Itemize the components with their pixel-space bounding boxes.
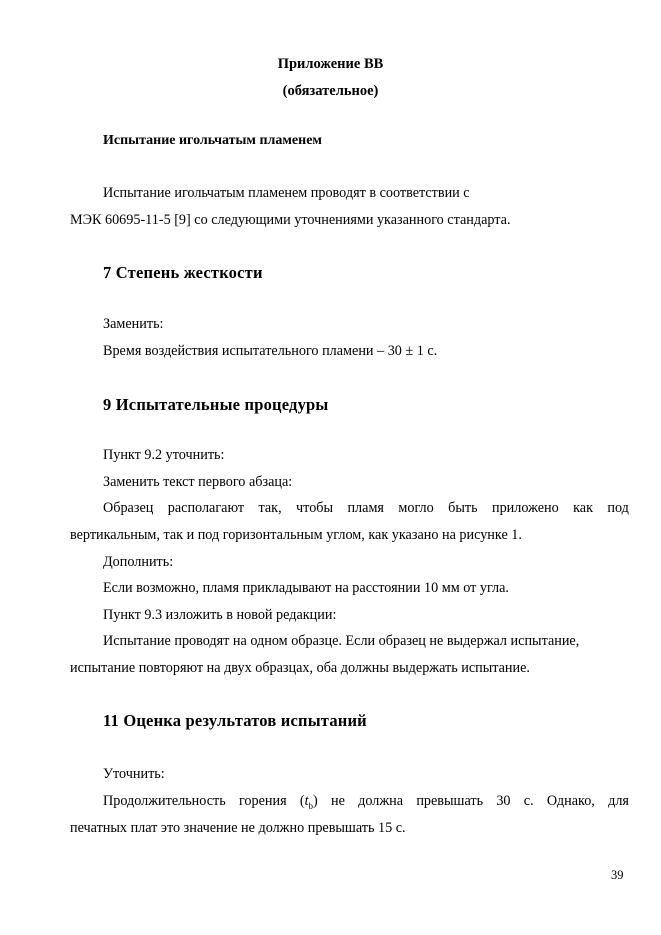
section-11-paragraph-2-line-1	[103, 793, 629, 810]
word: Однако,	[546, 793, 595, 809]
word: быть	[448, 500, 478, 516]
section-9-heading: 9 Испытательные процедуры	[103, 395, 329, 414]
section-11-paragraph-1: Уточнить:	[103, 766, 165, 782]
paren-close: )	[313, 793, 318, 809]
section-9-paragraph-1: Пункт 9.2 уточнить:	[103, 447, 225, 463]
section-7-paragraph-1: Заменить:	[103, 316, 164, 332]
section-9-paragraph-2: Заменить текст первого абзаца:	[103, 474, 293, 490]
section-9-paragraph-7-line-2: испытание повторяют на двух образцах, оба должны выдержать испытание.	[70, 660, 530, 676]
word: располагают	[167, 500, 245, 516]
word: могло	[398, 500, 434, 516]
word: 30	[496, 793, 511, 809]
section-9-paragraph-3-line-2: вертикальным, так и под горизонтальным углом, как указано на рисунке 1.	[70, 527, 522, 543]
word: горения	[238, 793, 287, 809]
subscript-b: b	[308, 800, 314, 811]
section-9-paragraph-5: Если возможно, пламя прикладывают на расстоянии 10 мм от угла.	[103, 580, 509, 596]
paren-open: (	[299, 793, 305, 809]
word: под	[607, 500, 629, 516]
section-11-paragraph-2-line-2: печатных плат это значение не должно превышать 15 с.	[70, 820, 406, 836]
word: превышать	[416, 793, 484, 809]
section-9-paragraph-4: Дополнить:	[103, 554, 174, 570]
word: приложено	[491, 500, 559, 516]
section-9-paragraph-7-line-1: Испытание проводят на одном образце. Если образец не выдержал испытание,	[103, 633, 580, 649]
variable-t: t	[304, 793, 309, 809]
word: Образец	[103, 500, 154, 516]
word: чтобы	[296, 500, 334, 516]
burning-time-symbol	[300, 793, 318, 810]
word: должна	[358, 793, 404, 809]
section-9-paragraph-3-line-1	[103, 500, 629, 517]
section-7-paragraph-2: Время воздействия испытательного пламени – 30 ± 1 с.	[103, 343, 438, 359]
page-number: 39	[611, 868, 624, 882]
word: для	[608, 793, 629, 809]
word: как	[573, 500, 593, 516]
section-9-paragraph-6: Пункт 9.3 изложить в новой редакции:	[103, 607, 337, 623]
section-title: Испытание игольчатым пламенем	[103, 133, 322, 148]
section-11-heading: 11 Оценка результатов испытаний	[103, 711, 367, 730]
appendix-subtitle: (обязательное)	[282, 83, 379, 99]
word: Продолжительность	[103, 793, 226, 809]
word: пламя	[347, 500, 384, 516]
section-7-heading: 7 Степень жесткости	[103, 263, 263, 282]
intro-line-1: Испытание игольчатым пламенем проводят в соответствии с	[103, 185, 470, 201]
appendix-title: Приложение ВВ	[277, 56, 384, 72]
word: так,	[258, 500, 282, 516]
intro-line-2: МЭК 60695-11-5 [9] со следующими уточнениями указанного стандарта.	[70, 212, 511, 228]
word: с.	[523, 793, 534, 809]
word: не	[331, 793, 345, 809]
